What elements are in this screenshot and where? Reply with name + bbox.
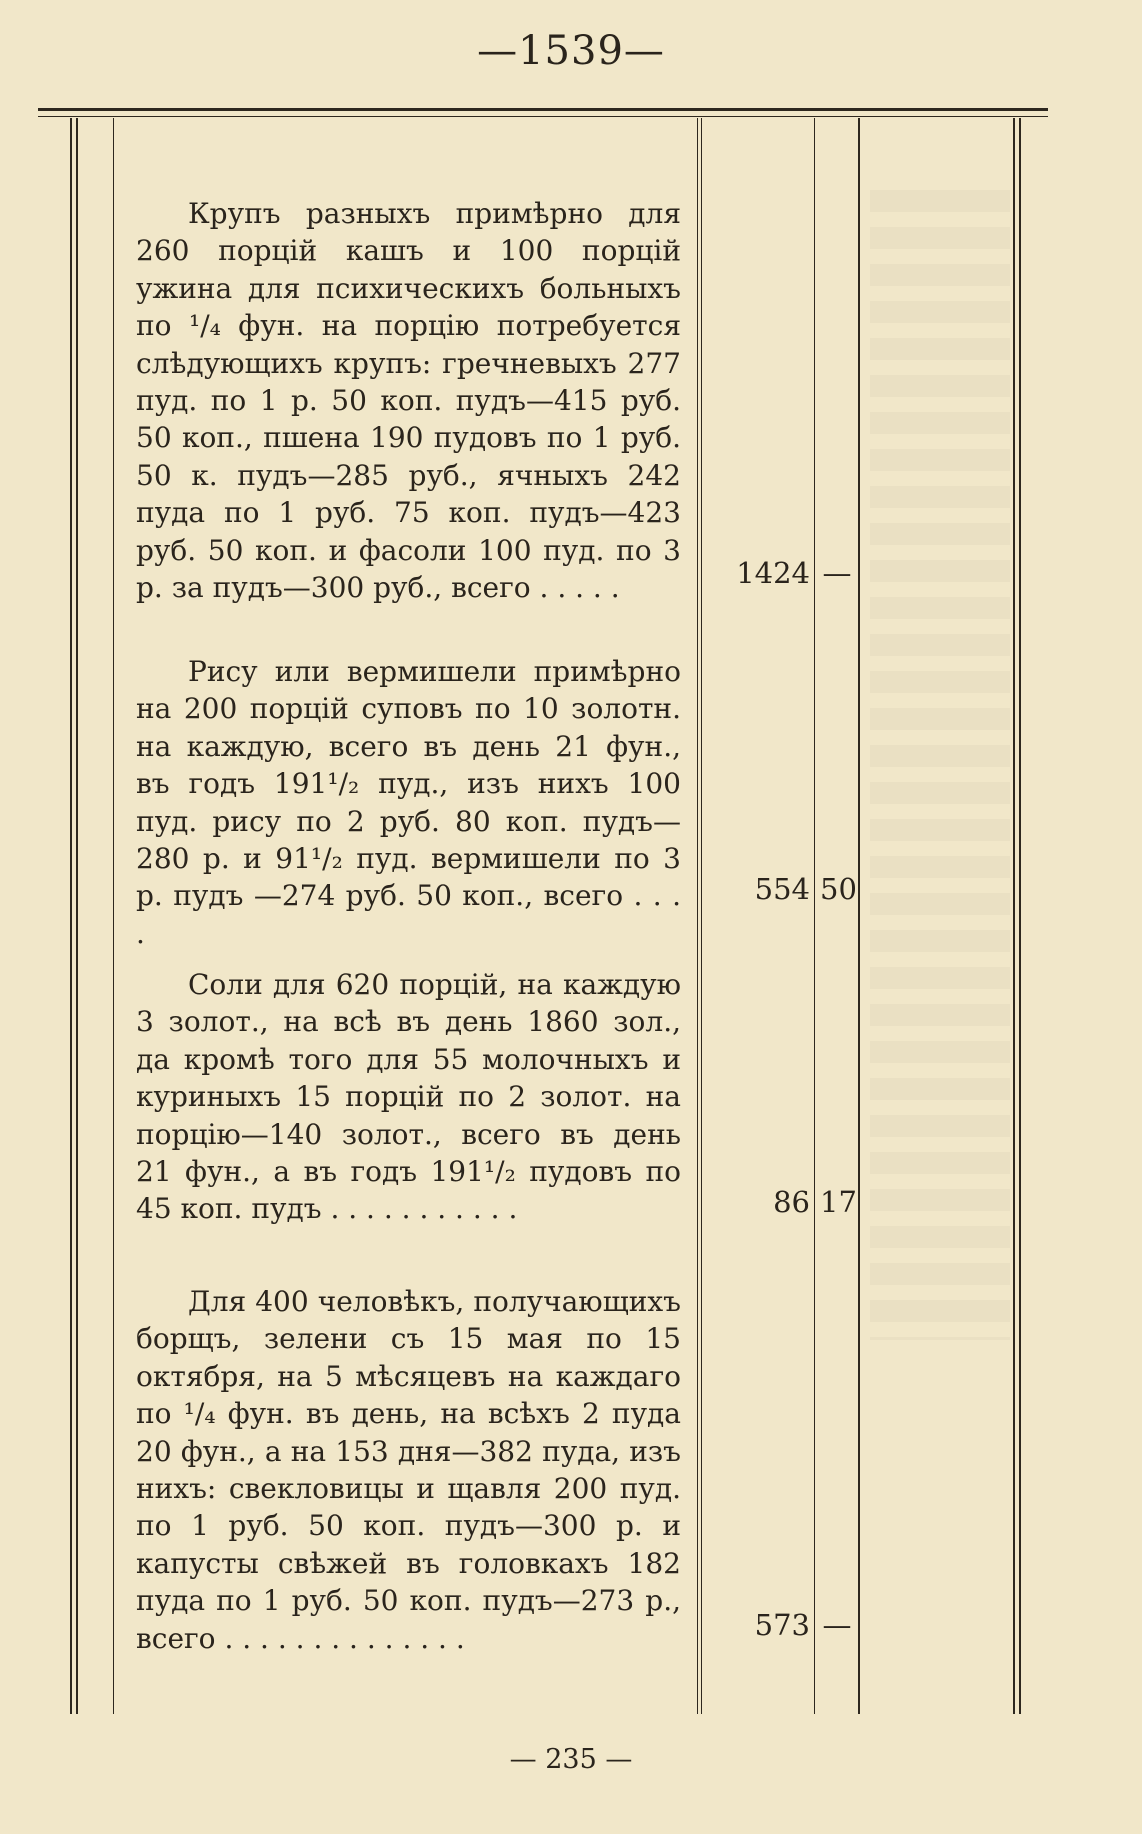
page-number-bottom: — 235 — [509, 1744, 633, 1775]
bleed-through-text [870, 190, 1010, 1340]
entry-greens-text: Для 400 человѣкъ, получающихъ борщъ, зелени съ 15 мая по 15 октября, на 5 мѣсяцевъ на каждаго по ¹/₄ фун. въ день, на всѣхъ 2 пуда 20 фун., а на 153 дня—382 пуда, изъ нихъ: свекловицы и щавля 200 пуд. по 1 руб. 50 коп. пудъ—300 р. и капусты свѣжей въ головкахъ 182 пуда по 1 руб. 50 коп. пудъ—273 р., всего . . . . . . . . . . . . . . [136, 1285, 681, 1655]
table-border-right-outer [1019, 118, 1021, 1714]
text-column-left-rule [113, 118, 114, 1714]
entry-groats-text: Крупъ разныхъ примѣрно для 260 порцій кашъ и 100 порцій ужина для психическихъ больныхъ по ¹/₄ фун. на порцію потребуется слѣдующихъ крупъ: гречневыхъ 277 пуд. по 1 р. 50 коп. пудъ—415 руб. 50 коп., пшена 190 пудовъ по 1 руб. 50 к. пудъ—285 руб., ячныхъ 242 пуда по 1 руб. 75 коп. пудъ—423 руб. 50 коп. и фасоли 100 пуд. по 3 р. за пудъ—300 руб., всего . . . . . [136, 197, 681, 605]
header-rule-thick [38, 108, 1048, 111]
entry-salt-rubles: 86 [773, 1185, 810, 1219]
rubles-column-left-rule [697, 118, 698, 1714]
entry-rice-rubles: 554 [754, 872, 810, 906]
table-border-left-outer [70, 118, 72, 1714]
table-border-right-inner [1013, 118, 1015, 1714]
entry-greens-rubles: 573 [754, 1608, 810, 1642]
rubles-column-left-rule-2 [701, 118, 702, 1714]
entry-groats-rubles: 1424 [736, 556, 810, 590]
page-number-top: —1539— [477, 28, 665, 74]
kopecks-column-right-rule [858, 118, 860, 1714]
entry-rice-kopecks: 50 [820, 872, 857, 906]
table-border-left-inner [76, 118, 78, 1714]
kopecks-column-left-rule [814, 118, 815, 1714]
entry-salt-text: Соли для 620 порцій, на каждую 3 золот., на всѣ въ день 1860 зол., да кромѣ того для 55 молочныхъ и куриныхъ 15 порцій по 2 золот. на порцію—140 золот., всего въ день 21 фун., а въ годъ 191¹/₂ пудовъ по 45 коп. пудъ . . . . . . . . . . . [136, 968, 681, 1226]
entry-salt-kopecks: 17 [820, 1185, 857, 1219]
header-rule-thin [38, 116, 1048, 117]
entry-greens-kopecks: — [822, 1608, 852, 1642]
entry-rice-text: Рису или вермишели примѣрно на 200 порцій суповъ по 10 золотн. на каждую, всего въ день 21 фун., въ годъ 191¹/₂ пуд., изъ нихъ 100 пуд. рису по 2 руб. 80 коп. пудъ—280 р. и 91¹/₂ пуд. вермишели по 3 р. пудъ —274 руб. 50 коп., всего . . . . [136, 655, 681, 950]
entry-groats-kopecks: — [822, 556, 852, 590]
